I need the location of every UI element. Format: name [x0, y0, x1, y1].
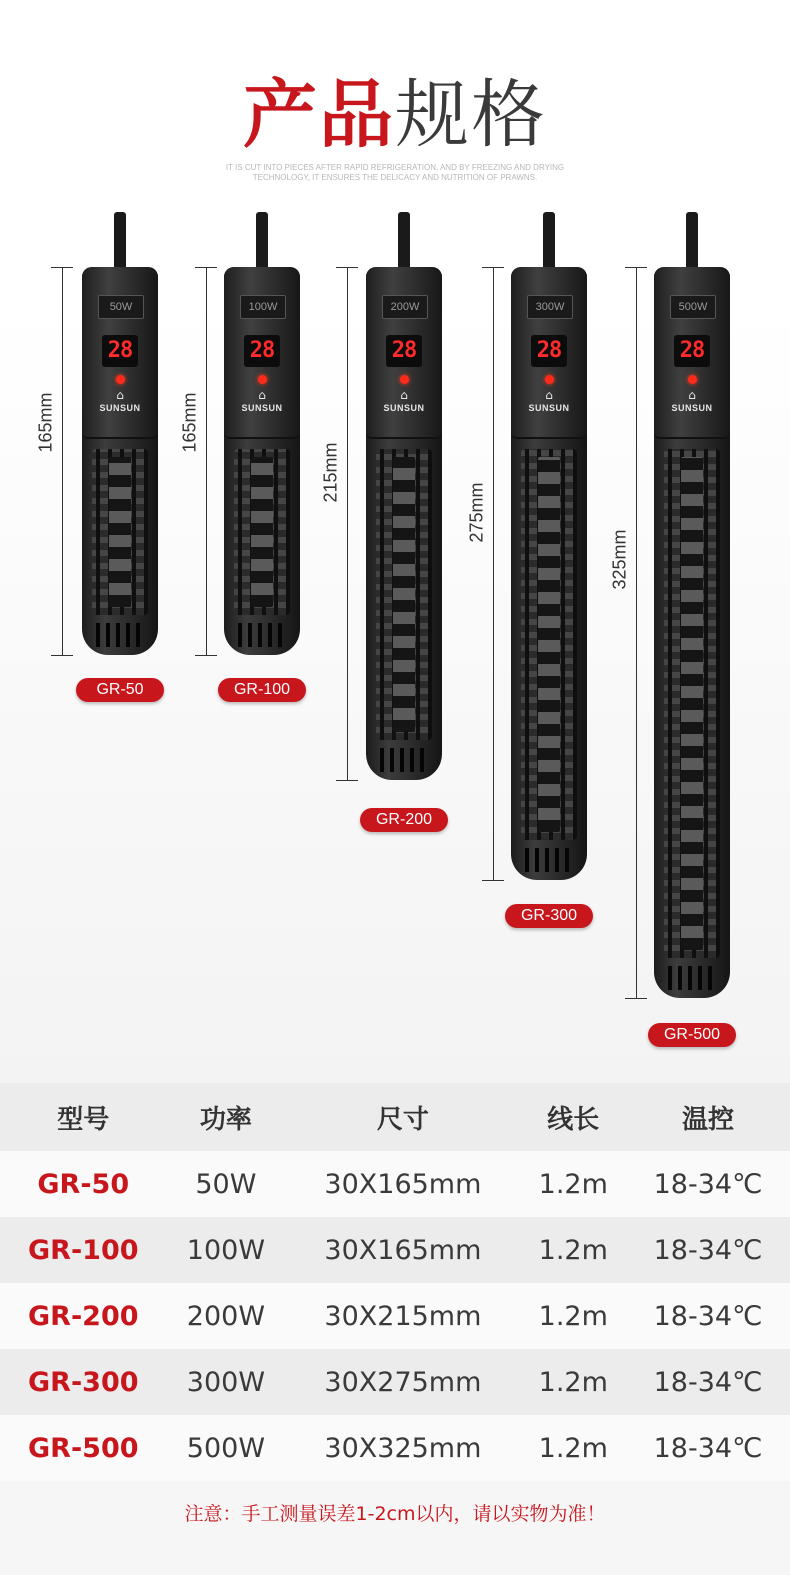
row-cord-length: 1.2m — [521, 1217, 626, 1283]
brand-logo-icon: ⌂ — [400, 388, 408, 402]
bottom-slots — [238, 623, 286, 647]
power-cord — [543, 212, 555, 270]
brand-logo-icon: ⌂ — [688, 388, 696, 402]
bottom-slots — [96, 623, 144, 647]
indicator-led — [545, 375, 554, 384]
dimension-bottom-tick — [482, 880, 504, 881]
heating-element-window — [681, 457, 703, 950]
dimension-line — [347, 267, 348, 780]
heater-body — [511, 267, 587, 880]
heating-element-window — [538, 457, 560, 832]
row-size: 30X275mm — [285, 1349, 520, 1415]
dimension-top-tick — [51, 267, 73, 268]
heating-element-window — [109, 457, 131, 607]
dimension-top-tick — [336, 267, 358, 268]
header-temp-range: 温控 — [626, 1083, 790, 1151]
brand-name: SUNSUN — [99, 403, 141, 413]
model-badge: GR-50 — [76, 678, 164, 702]
row-size: 30X165mm — [285, 1217, 520, 1283]
table-row — [0, 1217, 790, 1283]
temperature-display: 28 — [386, 335, 422, 367]
length-label: 165mm — [35, 392, 56, 453]
bottom-slots — [525, 848, 573, 872]
row-cord-length: 1.2m — [521, 1283, 626, 1349]
subtitle-line-1: IT IS CUT INTO PIECES AFTER RAPID REFRIGERATION, AND BY FREEZING AND DRYING — [225, 163, 565, 172]
length-label: 165mm — [179, 392, 200, 453]
brand-logo-icon: ⌂ — [258, 388, 266, 402]
power-cord — [256, 212, 268, 270]
dimension-bottom-tick — [336, 780, 358, 781]
dimension-line — [206, 267, 207, 655]
heater-body — [366, 267, 442, 780]
control-head — [82, 267, 158, 439]
table-row — [0, 1151, 790, 1217]
row-temp-range: 18-34℃ — [626, 1283, 790, 1349]
measurement-note: 注意：手工测量误差1-2cm以内，请以实物为准！ — [184, 1503, 606, 1525]
row-model: GR-300 — [0, 1349, 167, 1415]
brand-name: SUNSUN — [383, 403, 425, 413]
spec-table — [0, 1083, 790, 1481]
power-cord — [686, 212, 698, 270]
row-model: GR-100 — [0, 1217, 167, 1283]
dimension-top-tick — [195, 267, 217, 268]
header-power: 功率 — [167, 1083, 286, 1151]
brand-logo-icon: ⌂ — [545, 388, 553, 402]
heater-body — [82, 267, 158, 655]
row-power: 50W — [167, 1151, 286, 1217]
row-temp-range: 18-34℃ — [626, 1415, 790, 1481]
dimension-top-tick — [482, 267, 504, 268]
dimension-bottom-tick — [51, 655, 73, 656]
subtitle-line-2: TECHNOLOGY, IT ENSURES THE DELICACY AND NUTRITION OF PRAWNS. — [252, 173, 538, 182]
title-gray-part: 规格 — [395, 72, 547, 158]
row-size: 30X165mm — [285, 1151, 520, 1217]
spec-table-header-row — [0, 1083, 790, 1151]
table-row — [0, 1415, 790, 1481]
model-badge: GR-100 — [218, 678, 306, 702]
control-head — [654, 267, 730, 439]
indicator-led — [258, 375, 267, 384]
length-label: 325mm — [609, 529, 630, 590]
length-label: 215mm — [320, 442, 341, 503]
row-cord-length: 1.2m — [521, 1151, 626, 1217]
dimension-line — [62, 267, 63, 655]
subtitle — [150, 163, 640, 183]
header-model: 型号 — [0, 1083, 167, 1151]
dimension-bottom-tick — [625, 998, 647, 999]
model-badge: GR-300 — [505, 904, 593, 928]
temperature-display: 28 — [244, 335, 280, 367]
row-power: 300W — [167, 1349, 286, 1415]
heating-element-window — [393, 457, 415, 732]
row-model: GR-200 — [0, 1283, 167, 1349]
row-temp-range: 18-34℃ — [626, 1151, 790, 1217]
wattage-label: 200W — [382, 295, 428, 319]
indicator-led — [400, 375, 409, 384]
brand-name: SUNSUN — [241, 403, 283, 413]
power-cord — [114, 212, 126, 270]
brand-logo-icon: ⌂ — [116, 388, 124, 402]
length-label: 275mm — [466, 482, 487, 543]
table-row — [0, 1349, 790, 1415]
control-head — [511, 267, 587, 439]
wattage-label: 50W — [98, 295, 144, 319]
heater-body — [224, 267, 300, 655]
brand-name: SUNSUN — [528, 403, 570, 413]
header-cord-length: 线长 — [521, 1083, 626, 1151]
row-cord-length: 1.2m — [521, 1349, 626, 1415]
title-red-part: 产品 — [243, 72, 395, 158]
dimension-line — [493, 267, 494, 880]
row-power: 200W — [167, 1283, 286, 1349]
row-temp-range: 18-34℃ — [626, 1217, 790, 1283]
wattage-label: 100W — [240, 295, 286, 319]
bottom-slots — [668, 966, 716, 990]
heating-element-window — [251, 457, 273, 607]
dimension-line — [636, 267, 637, 998]
control-head — [224, 267, 300, 439]
row-model: GR-50 — [0, 1151, 167, 1217]
power-cord — [398, 212, 410, 270]
indicator-led — [688, 375, 697, 384]
wattage-label: 300W — [527, 295, 573, 319]
wattage-label: 500W — [670, 295, 716, 319]
temperature-display: 28 — [102, 335, 138, 367]
row-power: 500W — [167, 1415, 286, 1481]
indicator-led — [116, 375, 125, 384]
dimension-bottom-tick — [195, 655, 217, 656]
row-size: 30X215mm — [285, 1283, 520, 1349]
page-title — [0, 72, 790, 158]
row-cord-length: 1.2m — [521, 1415, 626, 1481]
table-row — [0, 1283, 790, 1349]
row-size: 30X325mm — [285, 1415, 520, 1481]
dimension-top-tick — [625, 267, 647, 268]
control-head — [366, 267, 442, 439]
model-badge: GR-200 — [360, 808, 448, 832]
brand-name: SUNSUN — [671, 403, 713, 413]
row-model: GR-500 — [0, 1415, 167, 1481]
bottom-slots — [380, 748, 428, 772]
model-badge: GR-500 — [648, 1023, 736, 1047]
temperature-display: 28 — [674, 335, 710, 367]
header-size: 尺寸 — [285, 1083, 520, 1151]
row-temp-range: 18-34℃ — [626, 1349, 790, 1415]
heater-body — [654, 267, 730, 998]
row-power: 100W — [167, 1217, 286, 1283]
temperature-display: 28 — [531, 335, 567, 367]
